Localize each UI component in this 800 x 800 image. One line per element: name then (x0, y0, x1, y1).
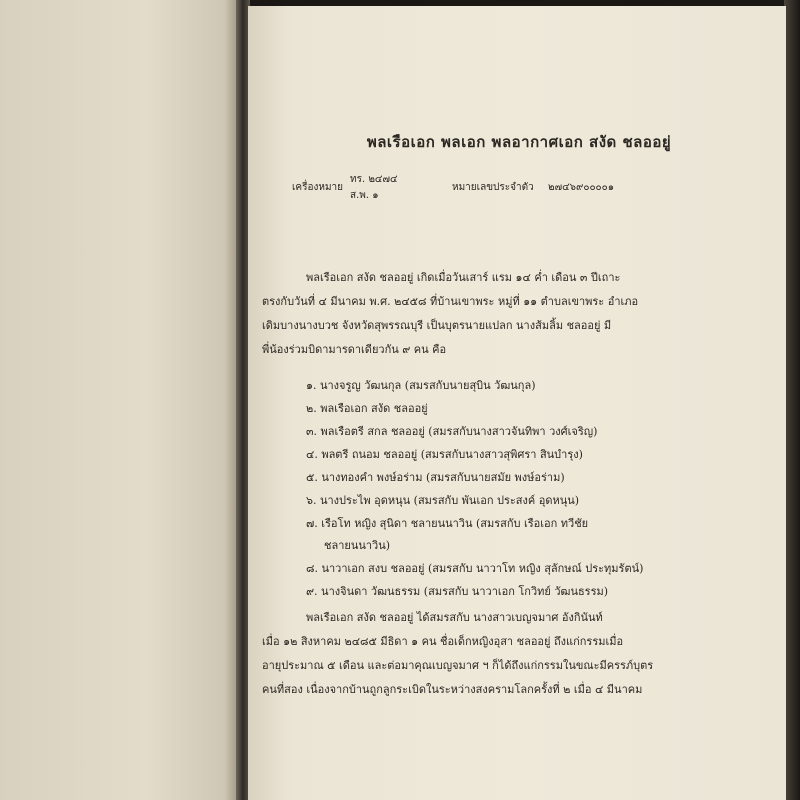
sibling-item: ๔. พลตรี ถนอม ชลออยู่ (สมรสกับนางสาวสุพิศรา สินบำรุง) (306, 448, 583, 461)
insignia-code-line1: ทร. ๒๔๗๔ (350, 174, 398, 185)
paragraph2-line: พลเรือเอก สงัด ชลออยู่ ได้สมรสกับ นางสาวเบญจมาศ อังกินันท์ (306, 611, 603, 624)
insignia-code-line2: ส.พ. ๑ (350, 190, 379, 201)
sibling-item: ๘. นาวาเอก สงบ ชลออยู่ (สมรสกับ นาวาโท หญิง สุลักษณ์ ประทุมรัตน์) (306, 562, 644, 575)
book-edge (784, 0, 800, 800)
sibling-item: ๓. พลเรือตรี สกล ชลออยู่ (สมรสกับนางสาวจันทิพา วงศ์เจริญ) (306, 425, 598, 438)
sibling-item: ๒. พลเรือเอก สงัด ชลออยู่ (306, 402, 428, 415)
paragraph1-line: เดิมบางนางบวช จังหวัดสุพรรณบุรี เป็นบุตรนายแปลก นางส้มลิ้ม ชลออยู่ มี (262, 319, 612, 332)
paragraph1-line: พี่น้องร่วมบิดามารดาเดียวกัน ๙ คน คือ (262, 343, 447, 356)
id-label: หมายเลขประจำตัว (452, 182, 534, 193)
insignia-label: เครื่องหมาย (292, 182, 344, 193)
sibling-item: ๑. นางจรูญ วัฒนกุล (สมรสกับนายสุบิน วัฒนกุล) (306, 379, 536, 392)
right-page (248, 6, 786, 800)
paragraph2-line: คนที่สอง เนื่องจากบ้านถูกลูกระเบิดในระหว่างสงครามโลกครั้งที่ ๒ เมื่อ ๔ มีนาคม (262, 683, 643, 696)
left-page (0, 0, 244, 800)
page-title: พลเรือเอก พลเอก พลอากาศเอก สงัด ชลออยู่ (366, 133, 672, 151)
sibling-item: ๖. นางประไพ อุดหนุน (สมรสกับ พันเอก ประสงค์ อุดหนุน) (306, 494, 580, 507)
sibling-item: ๗. เรือโท หญิง สุนิดา ชลายนนาวิน (สมรสกับ เรือเอก ทวีชัย (306, 517, 589, 530)
sibling-item: ๕. นางทองคำ พงษ์อร่าม (สมรสกับนายสมัย พงษ์อร่าม) (306, 471, 565, 484)
id-value: ๒๗๔๖๙๐๐๐๐๑ (548, 182, 615, 193)
sibling-item-continuation: ชลายนนาวิน) (324, 539, 391, 552)
paragraph1-line: พลเรือเอก สงัด ชลออยู่ เกิดเมื่อวันเสาร์ แรม ๑๔ ค่ำ เดือน ๓ ปีเถาะ (306, 271, 621, 284)
paragraph2-line: เมื่อ ๑๒ สิงหาคม ๒๔๘๕ มีธิดา ๑ คน ชื่อเด็กหญิงอุสา ชลออยู่ ถึงแก่กรรมเมื่อ (262, 635, 624, 648)
paragraph2-line: อายุประมาณ ๕ เดือน และต่อมาคุณเบญจมาศ ฯ ก็ได้ถึงแก่กรรมในขณะมีครรภ์บุตร (262, 659, 654, 672)
paragraph1-line: ตรงกับวันที่ ๔ มีนาคม พ.ศ. ๒๔๕๘ ที่บ้านเขาพระ หมู่ที่ ๑๑ ตำบลเขาพระ อำเภอ (262, 295, 639, 308)
sibling-item: ๙. นางจินดา วัฒนธรรม (สมรสกับ นาวาเอก โกวิทย์ วัฒนธรรม) (306, 585, 609, 598)
